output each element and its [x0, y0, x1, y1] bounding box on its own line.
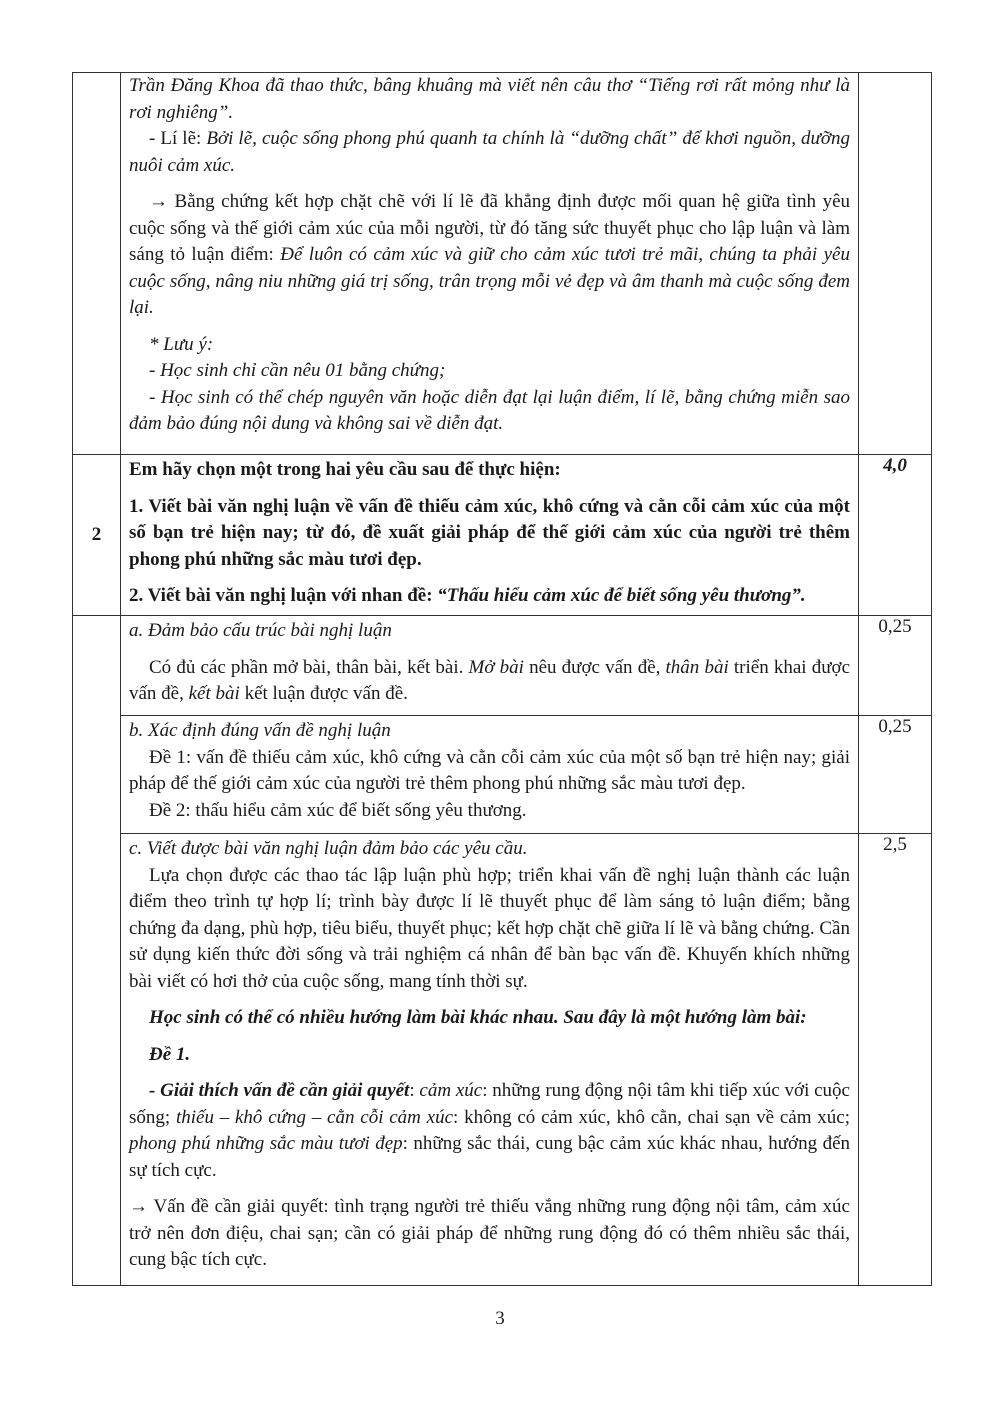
conclusion-text: → Bằng chứng kết hợp chặt chẽ với lí lẽ đã khẳng định được mối quan hệ giữa tình yêu cuộc sống và thế giới cảm xúc của mỗi người, từ đó tăng sức thuyết phục cho lập luận và làm sáng tỏ luận điểm: Để luôn có cảm xúc và giữ cho cảm xúc tươi trẻ mãi, chúng ta phải yêu cuộc sống, nâng niu những giá trị sống, trân trọng mỗi vẻ đẹp và âm thanh mà cuộc sống đem lại. [129, 191, 850, 318]
note-item: - Học sinh chỉ cần nêu 01 bằng chứng; [149, 360, 446, 381]
question-number-cell [73, 73, 121, 455]
guide-text: Học sinh có thể có nhiều hướng làm bài khác nhau. Sau đây là một hướng làm bài: [149, 1007, 807, 1028]
question-content-cell [121, 455, 859, 616]
question-option-1: 1. Viết bài văn nghị luận về vấn đề thiếu cảm xúc, khô cứng và cằn cỗi cảm xúc của một số bạn trẻ hiện nay; từ đó, đề xuất giải pháp để thế giới cảm xúc của người trẻ thêm phong phú những sắc màu tươi đẹp. [129, 495, 850, 570]
criteria-heading: b. Xác định đúng vấn đề nghị luận [129, 720, 391, 741]
answer-key-table [72, 72, 932, 1286]
criteria-cell [121, 834, 859, 1286]
question-number-cell: 2 [73, 455, 121, 616]
criteria-text: Có đủ các phần mở bài, thân bài, kết bài. Mở bài nêu được vấn đề, thân bài triển khai được vấn đề, kết bài kết luận được vấn đề. [129, 656, 851, 704]
question-number-cell [73, 616, 121, 1286]
criteria-heading: a. Đảm bảo cấu trúc bài nghị luận [129, 620, 392, 641]
table-row [73, 73, 932, 455]
score-cell: 2,5 [859, 834, 932, 1286]
explanation-text: - Giải thích vấn đề cần giải quyết: cảm xúc: những rung động nội tâm khi tiếp xúc với cuộc sống; thiếu – khô cứng – cằn cỗi cảm xúc: không có cảm xúc, khô cằn, chai sạn về cảm xúc; phong phú những sắc màu tươi đẹp: những sắc thái, cung bậc cảm xúc khác nhau, hướng đến sự tích cực. [129, 1080, 850, 1181]
answer-content-cell [121, 73, 859, 455]
de-label: Đề 1. [149, 1043, 191, 1065]
evidence-text: Trần Đăng Khoa đã thao thức, bâng khuâng mà viết nên câu thơ “Tiếng rơi rất mỏng như là rơi nghiêng”. [129, 75, 850, 123]
note-item: - Học sinh có thể chép nguyên văn hoặc diễn đạt lại luận điểm, lí lẽ, bằng chứng miễn sao đảm bảo đúng nội dung và không sai về diễn đạt. [129, 386, 850, 434]
table-row [73, 716, 932, 834]
criteria-text: Đề 1: vấn đề thiếu cảm xúc, khô cứng và cằn cỗi cảm xúc của một số bạn trẻ hiện nay; giải pháp để thế giới cảm xúc của người trẻ thêm phong phú những sắc màu tươi đẹp. [129, 746, 850, 794]
score-cell: 4,0 [859, 455, 932, 616]
reasoning-text: - Lí lẽ: Bởi lẽ, cuộc sống phong phú quanh ta chính là “dưỡng chất” để khơi nguồn, dưỡng nuôi cảm xúc. [129, 128, 851, 176]
page-number: 3 [495, 1308, 505, 1329]
question-intro: Em hãy chọn một trong hai yêu cầu sau để thực hiện: [129, 459, 561, 480]
table-row [73, 455, 932, 616]
question-option-2: 2. Viết bài văn nghị luận với nhan đề: “Thấu hiểu cảm xúc để biết sống yêu thương”. [129, 585, 806, 606]
criteria-heading: c. Viết được bài văn nghị luận đảm bảo các yêu cầu. [129, 838, 528, 859]
criteria-text: Đề 2: thấu hiểu cảm xúc để biết sống yêu thương. [149, 799, 527, 821]
note-title: * Lưu ý: [149, 333, 214, 355]
score-cell: 0,25 [859, 716, 932, 834]
criteria-cell [121, 616, 859, 716]
criteria-cell [121, 716, 859, 834]
criteria-text: Lựa chọn được các thao tác lập luận phù hợp; triển khai vấn đề nghị luận thành các luận điểm theo trình tự hợp lí; trình bày được lí lẽ thuyết phục để làm sáng tỏ luận điểm; bằng chứng đa dạng, phù hợp, tiêu biểu, thuyết phục; kết hợp chặt chẽ giữa lí lẽ và bằng chứng. Cần sử dụng kiến thức đời sống và trải nghiệm cá nhân để bàn bạc vấn đề. Khuyến khích những bài viết có hơi thở của cuộc sống, mang tính thời sự. [129, 864, 850, 992]
score-cell: 0,25 [859, 616, 932, 716]
table-row [73, 834, 932, 1286]
problem-summary: → Vấn đề cần giải quyết: tình trạng người trẻ thiếu vắng những rung động nội tâm, cảm xúc trở nên đơn điệu, chai sạn; cần có giải pháp để những rung động đó có thêm nhiều sắc thái, cung bậc tích cực. [129, 1196, 850, 1270]
score-cell [859, 73, 932, 455]
table-row [73, 616, 932, 716]
